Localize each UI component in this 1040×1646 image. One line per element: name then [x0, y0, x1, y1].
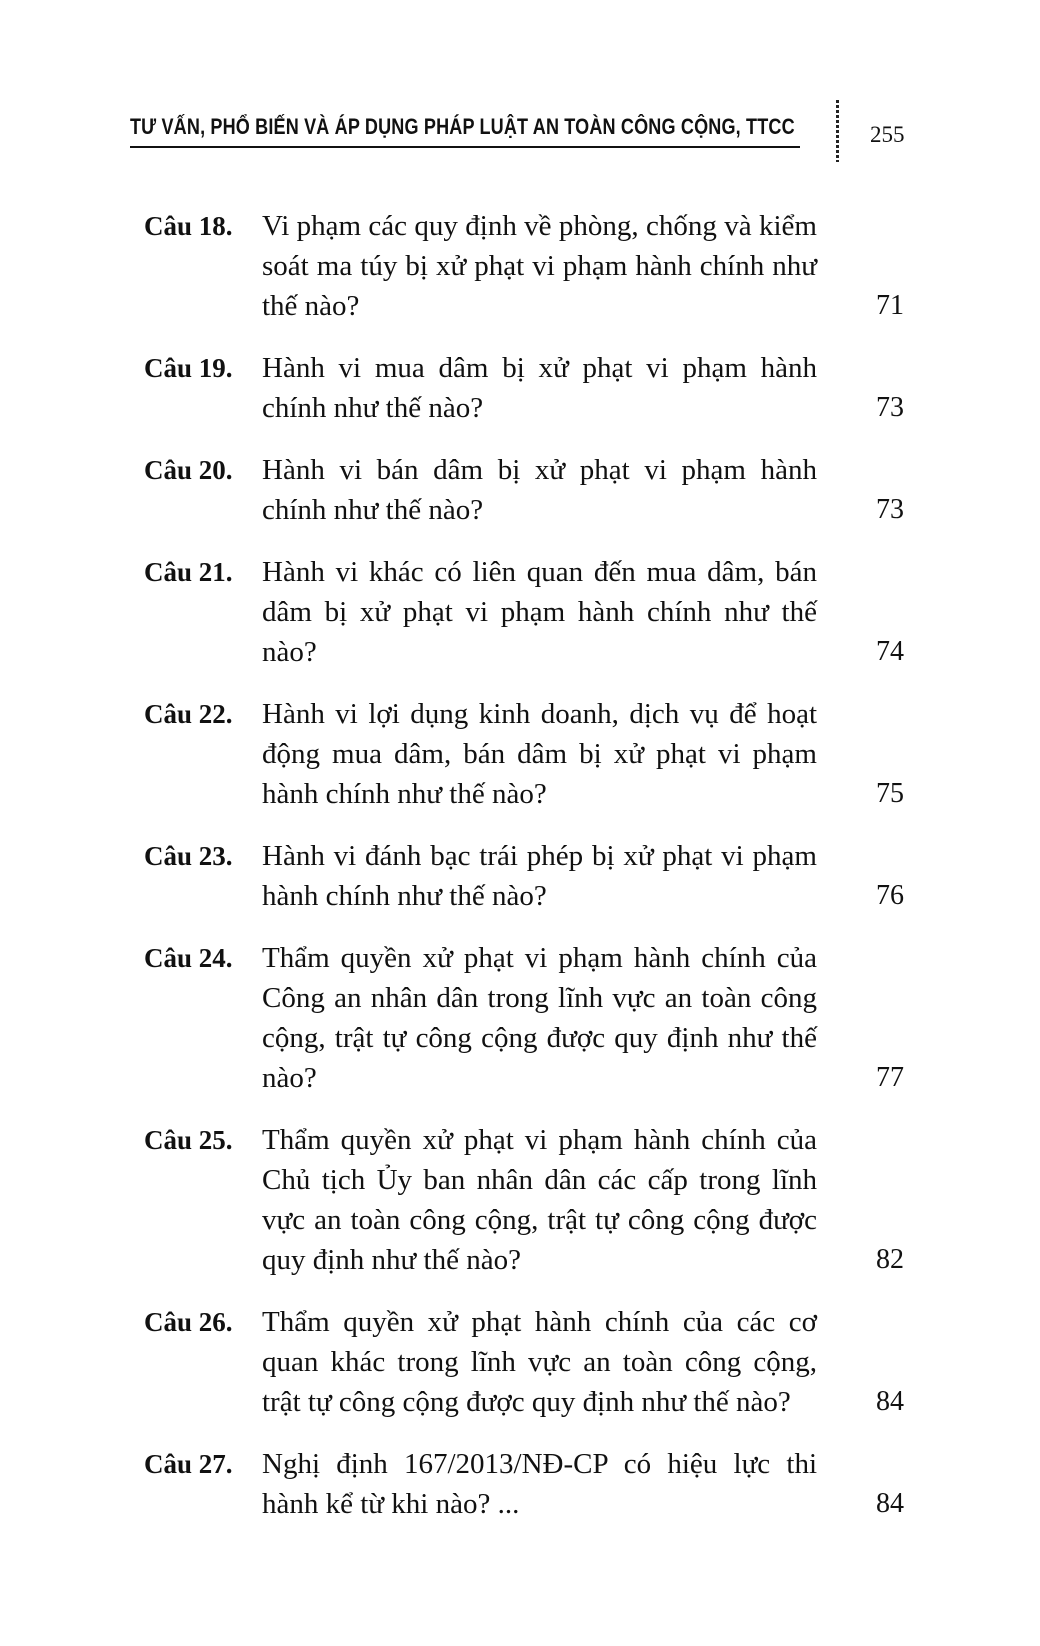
toc-entry-text: Thẩm quyền xử phạt hành chính của các cơ quan khác trong lĩnh vực an toàn công cộng, trật tự công cộng được quy định như thế nào?: [262, 1306, 817, 1418]
toc-entry[interactable]: [144, 450, 904, 530]
toc-entry-label: Câu 26.: [144, 1307, 233, 1337]
page-number: 255: [870, 122, 905, 147]
toc-entry-text: Hành vi bán dâm bị xử phạt vi phạm hành chính như thế nào?: [262, 454, 817, 526]
toc-entry-text: Thẩm quyền xử phạt vi phạm hành chính của Chủ tịch Ủy ban nhân dân các cấp trong lĩnh vực an toàn công cộng, trật tự công cộng được quy định như thế nào?: [262, 1124, 817, 1276]
running-header-title: TƯ VẤN, PHỔ BIẾN VÀ ÁP DỤNG PHÁP LUẬT AN TOÀN CÔNG CỘNG, TTCC: [130, 114, 795, 139]
toc-entry-label: Câu 20.: [144, 455, 233, 485]
toc-entry-page: 74: [876, 636, 904, 667]
toc-entry-label: Câu 24.: [144, 943, 233, 973]
toc-entry[interactable]: [144, 938, 904, 1098]
toc-entry-page: 75: [876, 778, 904, 809]
toc-entry-page: 84: [876, 1386, 904, 1417]
toc-entry-page: 76: [876, 880, 904, 911]
toc-entry-text: Nghị định 167/2013/NĐ-CP có hiệu lực thi hành kể từ khi nào? ...: [262, 1448, 817, 1520]
toc-entry[interactable]: [144, 1444, 904, 1524]
toc-entry-text: Thẩm quyền xử phạt vi phạm hành chính của Công an nhân dân trong lĩnh vực an toàn công cộng, trật tự công cộng được quy định như thế nào?: [262, 942, 817, 1094]
toc-entry-page: 84: [876, 1488, 904, 1519]
toc-entry[interactable]: [144, 836, 904, 916]
running-header: [130, 108, 802, 148]
toc-entry-label: Câu 25.: [144, 1125, 233, 1155]
toc-entry[interactable]: [144, 694, 904, 814]
header-divider: [836, 100, 839, 162]
toc-entry-text: Vi phạm các quy định về phòng, chống và kiểm soát ma túy bị xử phạt vi phạm hành chính như thế nào?: [262, 210, 817, 322]
toc-entry-text: Hành vi khác có liên quan đến mua dâm, bán dâm bị xử phạt vi phạm hành chính như thế nào?: [262, 556, 817, 668]
toc-entry-page: 77: [876, 1062, 904, 1093]
toc-entry-label: Câu 23.: [144, 841, 233, 871]
toc-entry[interactable]: [144, 1302, 904, 1422]
toc-entry-page: 73: [876, 392, 904, 423]
toc-entry[interactable]: [144, 1120, 904, 1280]
toc-entry-label: Câu 18.: [144, 211, 233, 241]
table-of-contents: [144, 206, 904, 1546]
toc-entry-label: Câu 27.: [144, 1449, 233, 1479]
toc-entry[interactable]: [144, 552, 904, 672]
toc-entry-page: 82: [876, 1244, 904, 1275]
toc-entry-page: 73: [876, 494, 904, 525]
toc-entry-text: Hành vi lợi dụng kinh doanh, dịch vụ để hoạt động mua dâm, bán dâm bị xử phạt vi phạm hành chính như thế nào?: [262, 698, 817, 810]
toc-entry-label: Câu 22.: [144, 699, 233, 729]
toc-entry-text: Hành vi đánh bạc trái phép bị xử phạt vi phạm hành chính như thế nào?: [262, 840, 817, 912]
toc-entry[interactable]: [144, 348, 904, 428]
toc-entry[interactable]: [144, 206, 904, 326]
toc-entry-label: Câu 21.: [144, 557, 233, 587]
header-rule: [130, 146, 800, 148]
toc-entry-page: 71: [876, 290, 904, 321]
toc-entry-text: Hành vi mua dâm bị xử phạt vi phạm hành chính như thế nào?: [262, 352, 817, 424]
toc-entry-label: Câu 19.: [144, 353, 233, 383]
